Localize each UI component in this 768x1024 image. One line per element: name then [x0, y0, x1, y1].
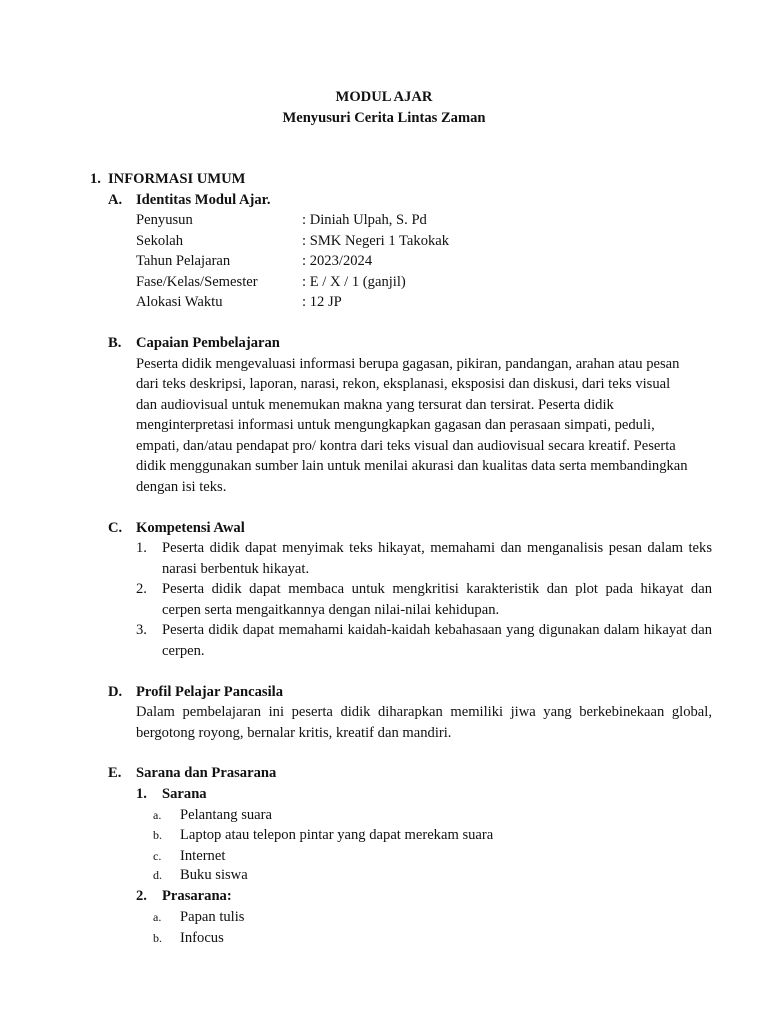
sarana-number: 1.	[136, 786, 147, 802]
document-subtitle: Menyusuri Cerita Lintas Zaman	[282, 110, 486, 126]
capaian-line: dengan isi teks.	[136, 479, 227, 495]
sarana-title: Sarana	[162, 786, 207, 802]
section-1-number: 1.	[90, 171, 101, 187]
identity-value: : 12 JP	[302, 294, 342, 310]
list-item: Peserta didik dapat menyimak teks hikayat, memahami dan menganalisis pesan dalam teks narasi berbentuk hikayat.	[162, 540, 712, 577]
prasarana-item: Papan tulis	[180, 909, 245, 925]
capaian-line: menginterpretasi informasi untuk mengungkapkan gagasan dan perasaan simpati, peduli,	[136, 417, 655, 433]
section-e-title: Sarana dan Prasarana	[136, 765, 277, 781]
identity-label: Penyusun	[136, 212, 193, 228]
section-d-title: Profil Pelajar Pancasila	[136, 684, 283, 700]
capaian-line: didik menggunakan sumber lain untuk menilai akurasi dan kualitas data serta membandingkan	[136, 458, 688, 474]
section-b-letter: B.	[108, 335, 122, 351]
capaian-line: dan audiovisual untuk menemukan makna yang tersurat dan tersirat. Peserta didik	[136, 397, 614, 413]
list-number: 1.	[136, 540, 147, 556]
capaian-line: dari teks deskripsi, laporan, narasi, rekon, eksplanasi, eksposisi dan diskusi, dari teks visual	[136, 376, 671, 392]
sarana-item: Internet	[180, 848, 226, 864]
prasarana-letter: b.	[153, 931, 162, 945]
list-number: 3.	[136, 622, 147, 638]
list-item: Peserta didik dapat memahami kaidah-kaidah kebahasaan yang digunakan dalam hikayat dan cerpen.	[162, 622, 712, 659]
identity-label: Sekolah	[136, 233, 184, 249]
identity-label: Alokasi Waktu	[136, 294, 223, 310]
list-item: Peserta didik dapat membaca untuk mengkritisi karakteristik dan plot pada hikayat dan cerpen serta mengaitkannya dengan nilai-nilai kehidupan.	[162, 581, 712, 618]
sarana-letter: c.	[153, 849, 162, 863]
section-a-letter: A.	[108, 192, 123, 208]
section-d-letter: D.	[108, 684, 123, 700]
sarana-item: Laptop atau telepon pintar yang dapat merekam suara	[180, 827, 494, 843]
sarana-letter: b.	[153, 828, 162, 842]
identity-label: Tahun Pelajaran	[136, 253, 231, 269]
identity-value: : E / X / 1 (ganjil)	[302, 274, 406, 290]
prasarana-item: Infocus	[180, 930, 224, 946]
section-b-title: Capaian Pembelajaran	[136, 335, 280, 351]
capaian-line: Peserta didik mengevaluasi informasi berupa gagasan, pikiran, pandangan, arahan atau pesan	[136, 356, 680, 372]
identity-value: : SMK Negeri 1 Takokak	[302, 233, 450, 249]
section-a-title: Identitas Modul Ajar.	[136, 192, 271, 208]
sarana-letter: a.	[153, 808, 162, 822]
section-e-letter: E.	[108, 765, 122, 781]
sarana-item: Buku siswa	[180, 867, 248, 883]
capaian-line: empati, dan/atau pendapat pro/ kontra dari teks visual dan audiovisual secara kreatif. Peserta	[136, 438, 676, 454]
profil-paragraph: Dalam pembelajaran ini peserta didik diharapkan memiliki jiwa yang berkebinekaan global, bergotong royong, bernalar kritis, kreatif dan mandiri.	[136, 704, 712, 741]
section-c-letter: C.	[108, 520, 123, 536]
identity-label: Fase/Kelas/Semester	[136, 274, 258, 290]
prasarana-number: 2.	[136, 888, 147, 904]
identity-value: : Diniah Ulpah, S. Pd	[302, 212, 427, 228]
identity-value: : 2023/2024	[302, 253, 373, 269]
section-c-title: Kompetensi Awal	[136, 520, 245, 536]
section-1-title: INFORMASI UMUM	[108, 171, 246, 187]
prasarana-title: Prasarana:	[162, 888, 232, 904]
document-title: MODUL AJAR	[335, 89, 433, 105]
sarana-item: Pelantang suara	[180, 807, 272, 823]
sarana-letter: d.	[153, 868, 162, 882]
prasarana-letter: a.	[153, 910, 162, 924]
list-number: 2.	[136, 581, 147, 597]
